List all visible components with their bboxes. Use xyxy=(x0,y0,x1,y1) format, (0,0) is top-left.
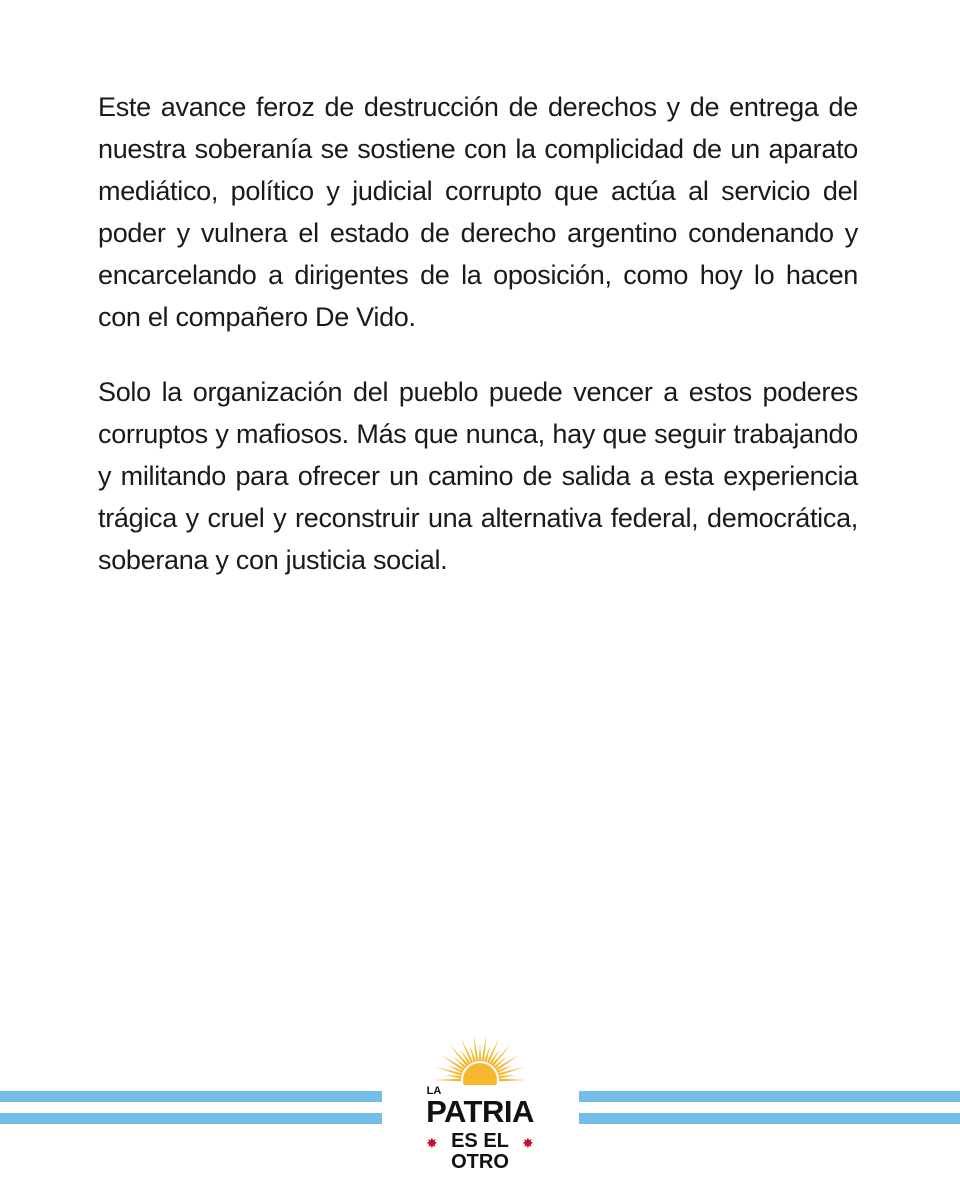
sun-icon xyxy=(430,1030,530,1092)
logo-text-otro: OTRO xyxy=(451,1151,509,1173)
flag-stripes-left xyxy=(0,1091,382,1124)
logo-text-patria: PATRIA xyxy=(426,1094,534,1129)
star-icon: ✸ xyxy=(426,1135,438,1151)
la-patria-es-el-otro-logo xyxy=(418,1030,542,1180)
flag-stripes-right xyxy=(579,1091,960,1124)
logo-text-la: LA xyxy=(426,1085,442,1097)
paragraph-2: Solo la organización del pueblo puede vencer a estos poderes corruptos y mafiosos. Más que nunca, hay que seguir trabajando y militando para ofrecer un camino de salida a esta experiencia trágica y cruel y reconstruir una alternativa federal, democrática, soberana y con justicia social. xyxy=(98,377,858,575)
paragraph-1: Este avance feroz de destrucción de derechos y de entrega de nuestra soberanía se sostiene con la complicidad de un aparato mediático, político y judicial corrupto que actúa al servicio del poder y vulnera el estado de derecho argentino condenando y encarcelando a dirigentes de la oposición, como hoy lo hacen con el compañero De Vido. xyxy=(98,92,858,332)
star-icon: ✸ xyxy=(522,1135,534,1151)
logo-text-es-el: ES EL xyxy=(451,1130,509,1152)
document-body xyxy=(98,86,858,581)
